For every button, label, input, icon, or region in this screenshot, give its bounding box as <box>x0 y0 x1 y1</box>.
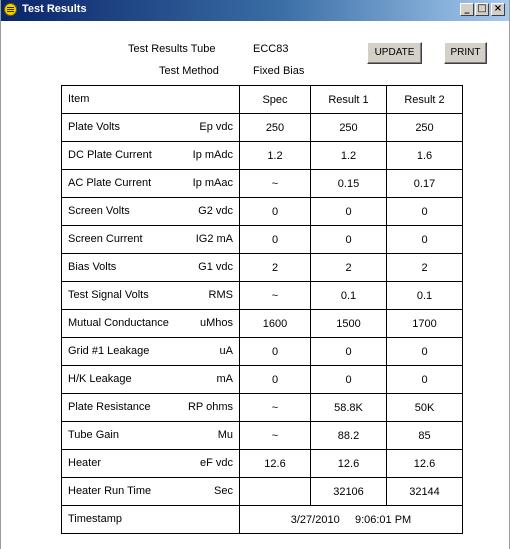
row-result-2-cell: 1.6 <box>387 142 463 170</box>
row-result-1-cell: 2 <box>311 254 387 282</box>
row-result-2-cell: 12.6 <box>387 450 463 478</box>
row-result-1-cell: 1500 <box>311 310 387 338</box>
row-spec-cell: 0 <box>240 198 311 226</box>
row-spec-cell: 2 <box>240 254 311 282</box>
row-item-name: Grid #1 Leakage <box>68 345 150 357</box>
row-result-2-cell: 250 <box>387 114 463 142</box>
window-title: Test Results <box>22 3 87 15</box>
maximize-icon[interactable]: □ <box>475 3 489 16</box>
table-body <box>62 114 463 506</box>
table-row <box>62 394 463 422</box>
row-result-2-cell: 0 <box>387 366 463 394</box>
row-result-2-cell: 50K <box>387 394 463 422</box>
row-item-unit: RMS <box>208 289 233 301</box>
results-table <box>61 85 463 534</box>
row-item-unit: Ip mAdc <box>192 149 233 161</box>
row-result-1-cell: 0 <box>311 226 387 254</box>
row-result-1-cell: 0 <box>311 366 387 394</box>
row-item-name: Mutual Conductance <box>68 317 169 329</box>
row-item-cell <box>62 450 240 478</box>
row-item-unit: IG2 mA <box>195 233 233 245</box>
minimize-icon[interactable]: _ <box>460 3 474 16</box>
tube-value: ECC83 <box>253 43 289 55</box>
row-spec-cell: 0 <box>240 338 311 366</box>
row-item-unit: G1 vdc <box>198 261 233 273</box>
update-button[interactable]: UPDATE <box>367 42 422 64</box>
column-header-spec: Spec <box>240 86 311 114</box>
print-button[interactable]: PRINT <box>444 42 487 64</box>
row-result-1-cell: 12.6 <box>311 450 387 478</box>
title-bar[interactable] <box>1 0 509 21</box>
table-row <box>62 310 463 338</box>
table-row <box>62 198 463 226</box>
row-result-1-cell: 0.15 <box>311 170 387 198</box>
row-spec-cell: ~ <box>240 282 311 310</box>
row-result-2-cell: 32144 <box>387 478 463 506</box>
column-header-result-1: Result 1 <box>311 86 387 114</box>
table-header-row <box>62 86 463 114</box>
row-item-cell <box>62 198 240 226</box>
row-result-2-cell: 0 <box>387 226 463 254</box>
row-spec-cell: ~ <box>240 394 311 422</box>
row-item-unit: Mu <box>217 429 233 441</box>
row-result-2-cell: 0 <box>387 338 463 366</box>
row-spec-cell: 1.2 <box>240 142 311 170</box>
row-item-unit: uA <box>219 345 233 357</box>
row-item-unit: uMhos <box>199 317 233 329</box>
row-spec-cell: 0 <box>240 226 311 254</box>
row-item-cell <box>62 142 240 170</box>
row-result-1-cell: 32106 <box>311 478 387 506</box>
timestamp-value: 3/27/2010 9:06:01 PM <box>240 506 463 534</box>
row-item-cell <box>62 226 240 254</box>
close-icon[interactable]: × <box>491 3 505 16</box>
row-spec-cell: ~ <box>240 422 311 450</box>
row-result-1-cell: 0 <box>311 338 387 366</box>
row-result-1-cell: 1.2 <box>311 142 387 170</box>
row-item-unit: eF vdc <box>199 457 233 469</box>
row-item-cell <box>62 338 240 366</box>
table-row <box>62 478 463 506</box>
row-item-cell <box>62 282 240 310</box>
row-spec-cell: 1600 <box>240 310 311 338</box>
table-row <box>62 338 463 366</box>
row-item-unit: Ep vdc <box>199 121 233 133</box>
table-row <box>62 422 463 450</box>
row-item-name: Plate Resistance <box>68 401 151 413</box>
table-row <box>62 226 463 254</box>
table-row <box>62 254 463 282</box>
row-item-cell <box>62 366 240 394</box>
row-item-cell <box>62 422 240 450</box>
tube-label: Test Results Tube <box>128 43 216 55</box>
row-item-name: Bias Volts <box>68 261 117 273</box>
row-result-1-cell: 58.8K <box>311 394 387 422</box>
row-result-1-cell: 0 <box>311 198 387 226</box>
table-row <box>62 282 463 310</box>
row-result-2-cell: 0.1 <box>387 282 463 310</box>
app-icon <box>4 3 17 16</box>
row-item-name: Plate Volts <box>68 121 120 133</box>
method-value: Fixed Bias <box>253 65 305 77</box>
row-spec-cell: ~ <box>240 170 311 198</box>
row-result-2-cell: 1700 <box>387 310 463 338</box>
row-item-cell <box>62 170 240 198</box>
row-spec-cell: 12.6 <box>240 450 311 478</box>
row-item-name: DC Plate Current <box>68 149 152 161</box>
row-item-unit: Sec <box>214 485 233 497</box>
row-spec-cell: 0 <box>240 366 311 394</box>
column-header-item: Item <box>62 86 240 114</box>
row-item-cell <box>62 254 240 282</box>
content-area <box>1 21 509 549</box>
row-spec-cell: 250 <box>240 114 311 142</box>
table-row <box>62 114 463 142</box>
row-item-cell <box>62 478 240 506</box>
method-label: Test Method <box>159 65 219 77</box>
row-item-name: Heater <box>68 457 102 469</box>
row-item-name: H/K Leakage <box>68 373 132 385</box>
table-row <box>62 450 463 478</box>
row-spec-cell <box>240 478 311 506</box>
row-item-unit: RP ohms <box>187 401 233 413</box>
row-item-name: Heater Run Time <box>68 485 152 497</box>
row-item-cell <box>62 310 240 338</box>
row-item-name: Screen Volts <box>68 205 130 217</box>
row-item-unit: mA <box>216 373 233 385</box>
row-result-1-cell: 88.2 <box>311 422 387 450</box>
row-item-cell <box>62 394 240 422</box>
row-result-2-cell: 2 <box>387 254 463 282</box>
row-result-2-cell: 0.17 <box>387 170 463 198</box>
timestamp-label: Timestamp <box>62 506 240 534</box>
row-result-1-cell: 0.1 <box>311 282 387 310</box>
row-result-1-cell: 250 <box>311 114 387 142</box>
row-item-unit: Ip mAac <box>192 177 233 189</box>
column-header-result-2: Result 2 <box>387 86 463 114</box>
row-result-2-cell: 85 <box>387 422 463 450</box>
table-row <box>62 170 463 198</box>
row-result-2-cell: 0 <box>387 198 463 226</box>
table-row <box>62 142 463 170</box>
row-item-name: Screen Current <box>68 233 143 245</box>
timestamp-row <box>62 506 463 534</box>
row-item-name: Tube Gain <box>68 429 119 441</box>
row-item-unit: G2 vdc <box>198 205 233 217</box>
row-item-name: Test Signal Volts <box>68 289 149 301</box>
table-row <box>62 366 463 394</box>
row-item-name: AC Plate Current <box>68 177 152 189</box>
row-item-cell <box>62 114 240 142</box>
